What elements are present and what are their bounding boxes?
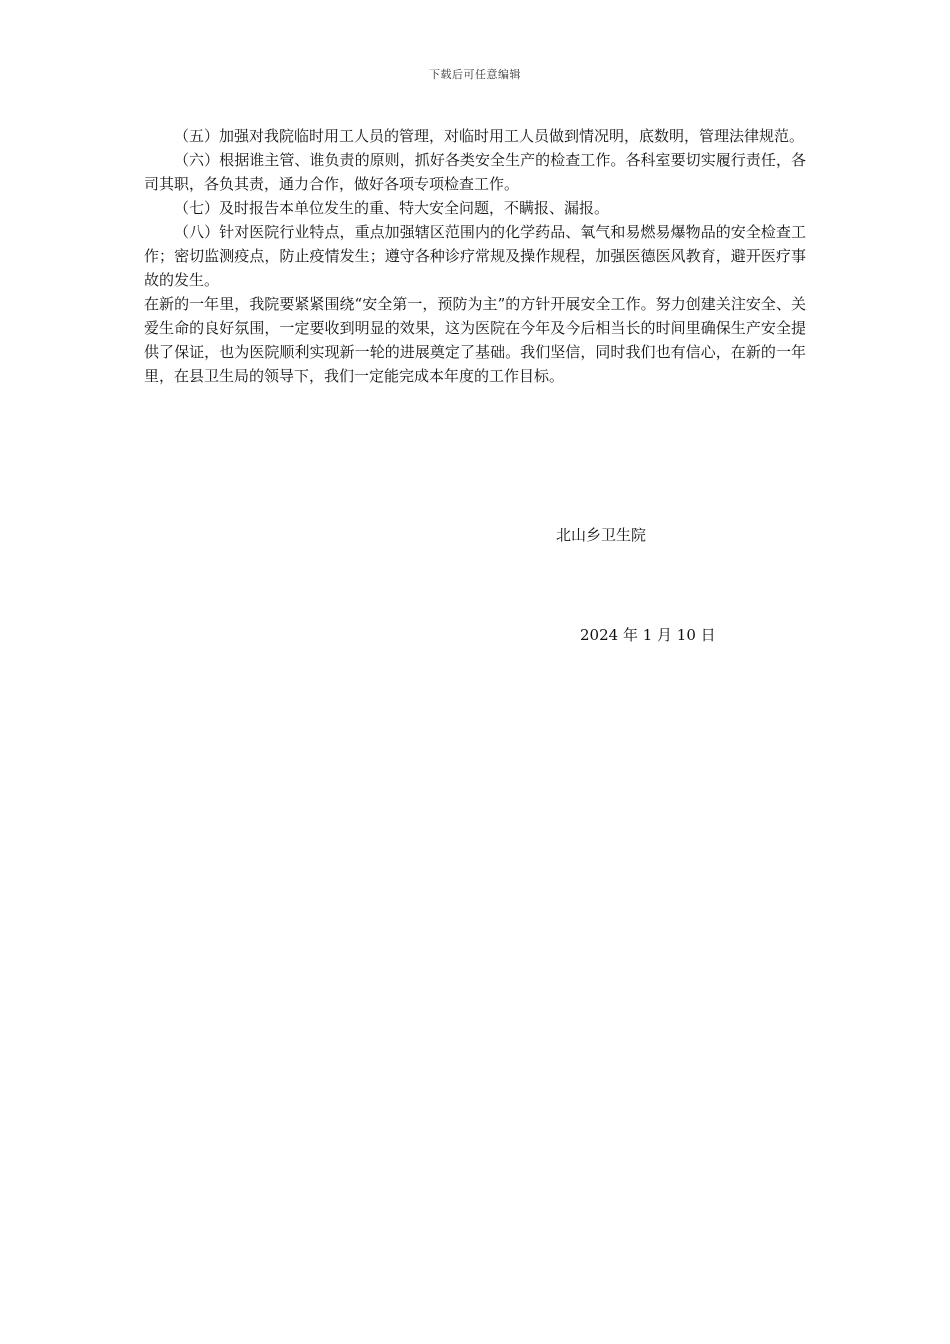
closing-paragraph: 在新的一年里，我院要紧紧围绕“安全第一，预防为主”的方针开展安全工作。努力创建关注安全、关爱生命的良好氛围，一定要收到明显的效果，这为医院在今年及今后相当长的时间里确保生产安全提供了保证，也为医院顺利实现新一轮的进展奠定了基础。我们坚信，同时我们也有信心，在新的一年里，在县卫生局的领导下，我们一定能完成本年度的工作目标。 xyxy=(144,295,806,385)
paragraph-item-7: （七）及时报告本单位发生的重、特大安全问题，不瞒报、漏报。 xyxy=(174,199,610,217)
signature-organization: 北山乡卫生院 xyxy=(556,526,647,544)
header-note: 下载后可任意编辑 xyxy=(429,68,521,81)
document-body xyxy=(144,124,806,388)
paragraph-item-5: （五）加强对我院临时用工人员的管理，对临时用工人员做到情况明，底数明，管理法律规范。 xyxy=(174,127,805,145)
signature-date: 2024 年 1 月 10 日 xyxy=(580,626,716,644)
paragraph-item-8: （八）针对医院行业特点，重点加强辖区范围内的化学药品、氧气和易燃易爆物品的安全检查工作；密切监测疫点，防止疫情发生；遵守各种诊疗常规及操作规程，加强医德医风教育，避开医疗事故的发生。 xyxy=(144,223,806,289)
paragraph-item-6: （六）根据谁主管、谁负责的原则，抓好各类安全生产的检查工作。各科室要切实履行责任，各司其职，各负其责，通力合作，做好各项专项检查工作。 xyxy=(144,151,806,193)
